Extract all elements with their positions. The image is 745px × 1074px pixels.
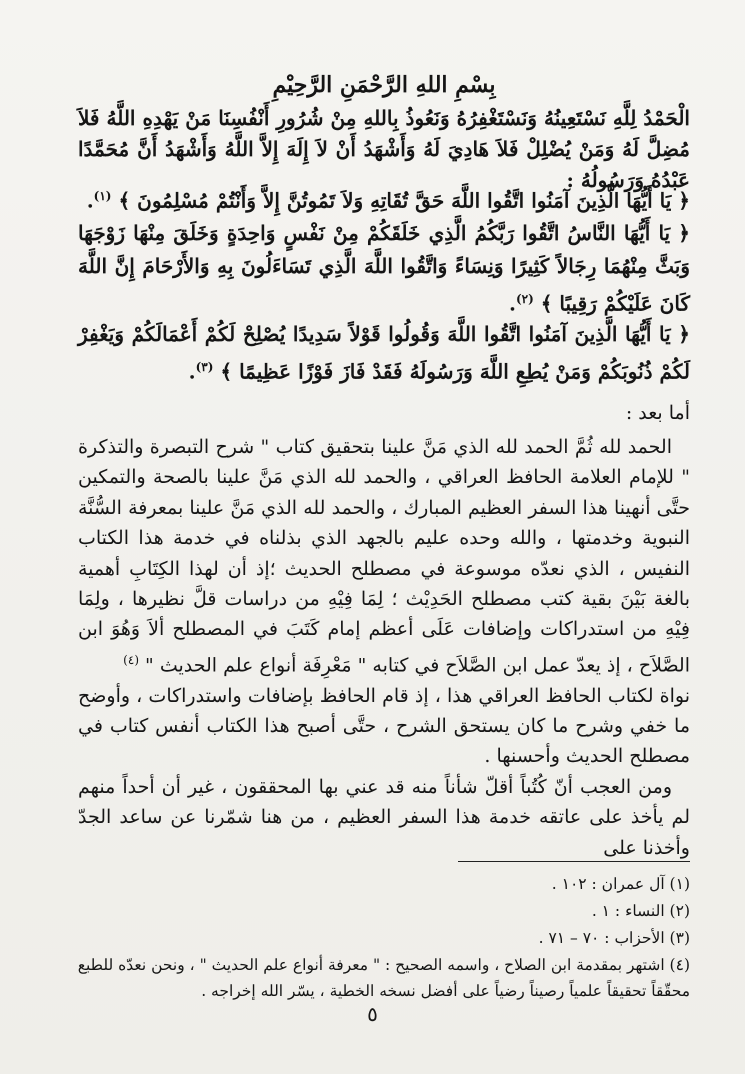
verse-1-text: ﴿ يَا أَيُّهَا الَّذِينَ آمَنُوا اتَّقُوا اللَّهَ حَقَّ تُقَاتِهِ وَلاَ تَمُوتُنَّ إِلاَّ وَأَنْتُمْ مُسْلِمُونَ ﴾ <box>118 188 690 213</box>
paragraph-1 <box>78 432 690 681</box>
footnotes <box>75 871 690 1005</box>
paragraph-1-text: الحمد لله ثُمَّ الحمد لله الذي مَنَّ علينا بتحقيق كتاب " شرح التبصرة والتذكرة " للإمام العلامة الحافظ العراقي ، والحمد لله الذي مَنَّ علينا بالصحة والتمكين حتَّى أنهينا هذا السفر العظيم المبارك ، والحمد لله الذي مَنَّ علينا بمعرفة السُّنَّة النبوية وخدمتها ، والله وحده عليم بالجهد الذي بذلناه في خدمة هذا الكتاب النفيس ، الذي نعدّه موسوعة في مصطلح الحديث ؛إذ أن لهذا الكِتَابِ أهمية بالغة بَيْنَ بقية كتب مصطلح الحَدِيْث ؛ لِمَا فِيْهِ من دراسات قلَّ نظيرها ، ولِمَا فِيْهِ من استدراكات وإضافات عَلَى أعظم إمام كَتَبَ في المصطلح ألاَ وَهُوَ ابن الصَّلاَح ، إذ يعدّ عمل ابن الصَّلاَح في كتابه " مَعْرِفَة أنواع علم الحديث " <box>78 436 690 677</box>
opening-sermon-text: الْحَمْدُ لِلَّهِ نَسْتَعِينُهُ وَنَسْتَغْفِرُهُ وَنَعُوذُ بِاللهِ مِنْ شُرُورِ أَنْفُسِنَا مَنْ يَهْدِهِ اللَّهُ فَلاَ مُضِلَّ لَهُ وَمَنْ يُضْلِلْ فَلاَ هَادِيَ لَهُ وَأَشْهَدُ أَنْ لاَ إِلَهَ إِلاَّ اللَّهُ وَأَشْهَدُ أَنَّ مُحَمَّدًا عَبْدُهُ وَرَسُولُهُ : <box>78 106 690 192</box>
verse-2-text: ﴿ يَا أَيُّهَا النَّاسُ اتَّقُوا رَبَّكُمُ الَّذِي خَلَقَكُمْ مِنْ نَفْسٍ وَاحِدَةٍ وَخَلَقَ مِنْهَا زَوْجَهَا وَبَثَّ مِنْهُمَا رِجَالاً كَثِيرًا وَنِسَاءً وَاتَّقُوا اللَّهَ الَّذِي تَسَاءَلُونَ بِهِ وَالأَرْحَامَ إِنَّ اللَّهَ كَانَ عَلَيْكُمْ رَقِيبًا ﴾ <box>78 221 690 316</box>
footnote-divider <box>458 861 690 862</box>
paragraph-1-footnote-ref: (٤) <box>123 652 139 667</box>
verse-2-footnote-ref: (٢) <box>515 292 534 306</box>
footnote-4: (٤) اشتهر بمقدمة ابن الصلاح ، واسمه الصحيح : " معرفة أنواع علم الحديث " ، ونحن نعدّه للطبع محقّقاً تحقيقاً علمياً رصيناً رضياً على أفضل نسخه الخطية ، يسّر الله إخراجه . <box>77 956 690 1000</box>
paragraph-3: ومن العجب أنّ كُتُباً أقلّ شأناً منه قد عني بها المحققون ، غير أن أحداً منهم لم يأخذ على عاتقه خدمة هذا السفر العظيم ، من هنا شمّرنا عن ساعد الجدّ وأخذنا على <box>78 775 690 859</box>
body-text <box>78 432 690 863</box>
footnote-3: (٣) الأحزاب : ٧٠ – ٧١ . <box>538 929 690 947</box>
footnote-1: (١) آل عمران : ١٠٢ . <box>551 875 690 893</box>
verse-3-text: ﴿ يَا أَيُّهَا الَّذِينَ آمَنُوا اتَّقُوا اللَّهَ وَقُولُوا قَوْلاً سَدِيدًا يُصْلِحْ لَكُمْ أَعْمَالَكُمْ وَيَغْفِرْ لَكُمْ ذُنُوبَكُمْ وَمَنْ يُطِعِ اللَّهَ وَرَسُولَهُ فَقَدْ فَازَ فَوْزًا عَظِيمًا ﴾ <box>78 322 690 384</box>
quran-verse-3: ﴿ يَا أَيُّهَا الَّذِينَ آمَنُوا اتَّقُوا اللَّهَ وَقُولُوا قَوْلاً سَدِيدًا يُصْلِحْ لَكُمْ أَعْمَالَكُمْ وَيَغْفِرْ لَكُمْ ذُنُوبَكُمْ وَمَنْ يُطِعِ اللَّهَ وَرَسُولَهُ فَقَدْ فَازَ فَوْزًا عَظِيمًا ﴾ $^{(٣)}$. <box>78 322 690 384</box>
verse-1-footnote-ref: (١) <box>93 189 112 203</box>
amma-bad-heading: أما بعد : <box>625 402 690 424</box>
basmala: بِسْمِ اللهِ الرَّحْمَنِ الرَّحِيْمِ <box>272 72 496 98</box>
page-number: ٥ <box>367 1002 378 1026</box>
verse-3-footnote-ref: (٣) <box>195 360 214 374</box>
paragraph-2: نواة لكتاب الحافظ العراقي هذا ، إذ قام الحافظ بإضافات واستدراكات ، وأوضح ما خفي وشرح ما كان يستحق الشرح ، حتَّى أصبح هذا الكتاب أنفس كتاب في مصطلح الحديث وأحسنها . <box>78 684 690 768</box>
footnote-2: (٢) النساء : ١ . <box>591 902 690 920</box>
quran-verse-1: ﴿ يَا أَيُّهَا الَّذِينَ آمَنُوا اتَّقُوا اللَّهَ حَقَّ تُقَاتِهِ وَلاَ تَمُوتُنَّ إِلاَّ وَأَنْتُمْ مُسْلِمُونَ ﴾ $^{(١)}$. <box>86 188 690 213</box>
quran-verse-2: ﴿ يَا أَيُّهَا النَّاسُ اتَّقُوا رَبَّكُمُ الَّذِي خَلَقَكُمْ مِنْ نَفْسٍ وَاحِدَةٍ وَخَلَقَ مِنْهَا زَوْجَهَا وَبَثَّ مِنْهُمَا رِجَالاً كَثِيرًا وَنِسَاءً وَاتَّقُوا اللَّهَ الَّذِي تَسَاءَلُونَ بِهِ وَالأَرْحَامَ إِنَّ اللَّهَ كَانَ عَلَيْكُمْ رَقِيبًا ﴾ $^{(٢)}$. <box>78 221 690 316</box>
